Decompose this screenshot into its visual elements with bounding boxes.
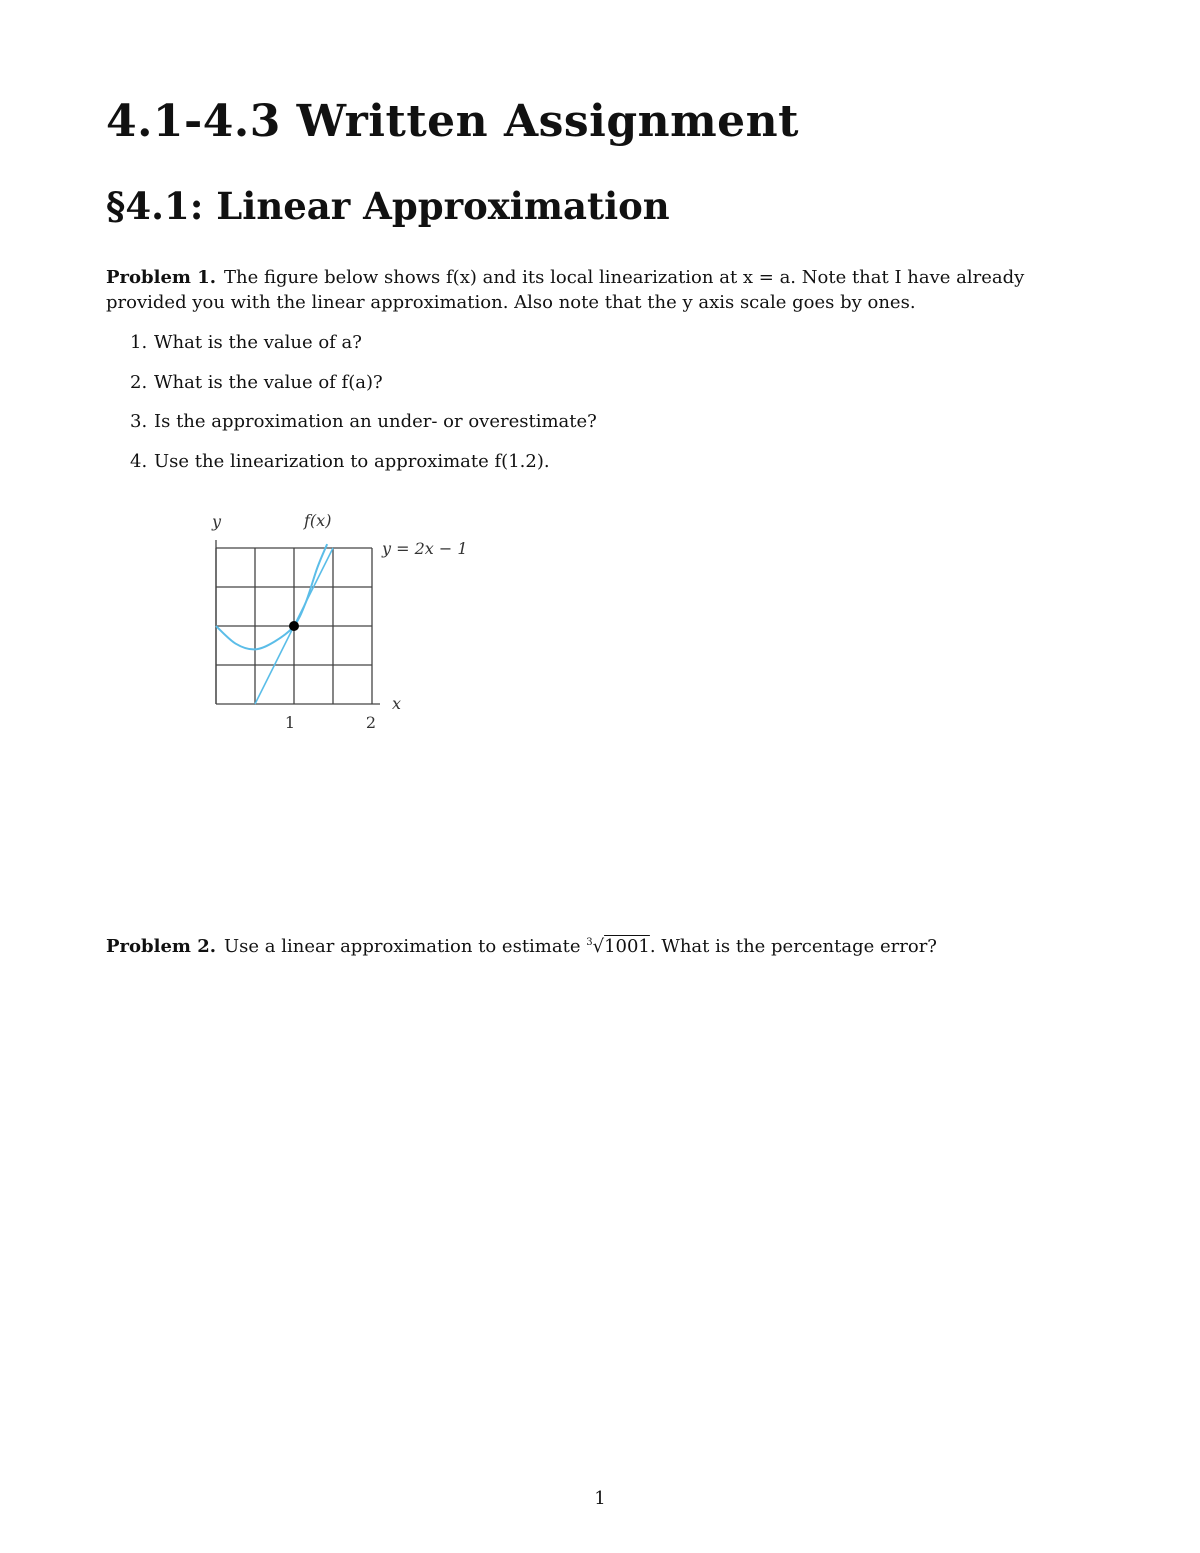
linearization-plot — [190, 500, 490, 740]
problem-1-statement — [106, 265, 1096, 315]
problem-2-text-after: . What is the percentage error? — [649, 936, 937, 957]
section-title: §4.1: Linear Approximation — [106, 184, 670, 228]
radicand: 1001 — [604, 936, 650, 957]
curve-fx — [216, 544, 327, 649]
question-text: What is the value of a? — [154, 332, 362, 353]
x-tick-label: 2 — [365, 713, 377, 732]
problem-1-text: The figure below shows f(x) and its local linearization at x = a. Note that I have already provided you with the linear approximation. Also note that the y axis scale goes by ones. — [106, 267, 1025, 313]
problem-2-text-before: Use a linear approximation to estimate — [224, 936, 587, 957]
question-number: 4. — [130, 450, 148, 472]
x-axis-label: x — [392, 694, 402, 713]
question-item — [130, 332, 597, 372]
linearization-figure — [190, 500, 490, 740]
curve-label: f(x) — [304, 511, 332, 530]
question-text: What is the value of f(a)? — [154, 371, 383, 393]
problem-2-label: Problem 2. — [106, 936, 217, 957]
x-tick-label: 1 — [284, 713, 296, 732]
problem-2-statement — [106, 930, 1096, 959]
tangent-line-label: y = 2x − 1 — [382, 539, 468, 558]
question-item — [130, 451, 597, 491]
question-item — [130, 411, 597, 451]
question-number: 2. — [130, 371, 148, 393]
question-text: Is the approximation an under- or overestimate? — [154, 411, 597, 432]
problem-1-label: Problem 1. — [106, 267, 217, 288]
question-item — [130, 372, 597, 412]
page-number: 1 — [594, 1488, 606, 1509]
question-text: Use the linearization to approximate f(1.2). — [154, 450, 550, 472]
cube-root-expression: $^3$√1001 — [586, 936, 650, 957]
question-number: 1. — [130, 332, 148, 353]
y-axis-label: y — [212, 512, 222, 531]
document-title: 4.1-4.3 Written Assignment — [106, 96, 799, 147]
tangency-point — [289, 621, 299, 631]
question-number: 3. — [130, 411, 148, 432]
problem-1-questions — [130, 332, 597, 490]
